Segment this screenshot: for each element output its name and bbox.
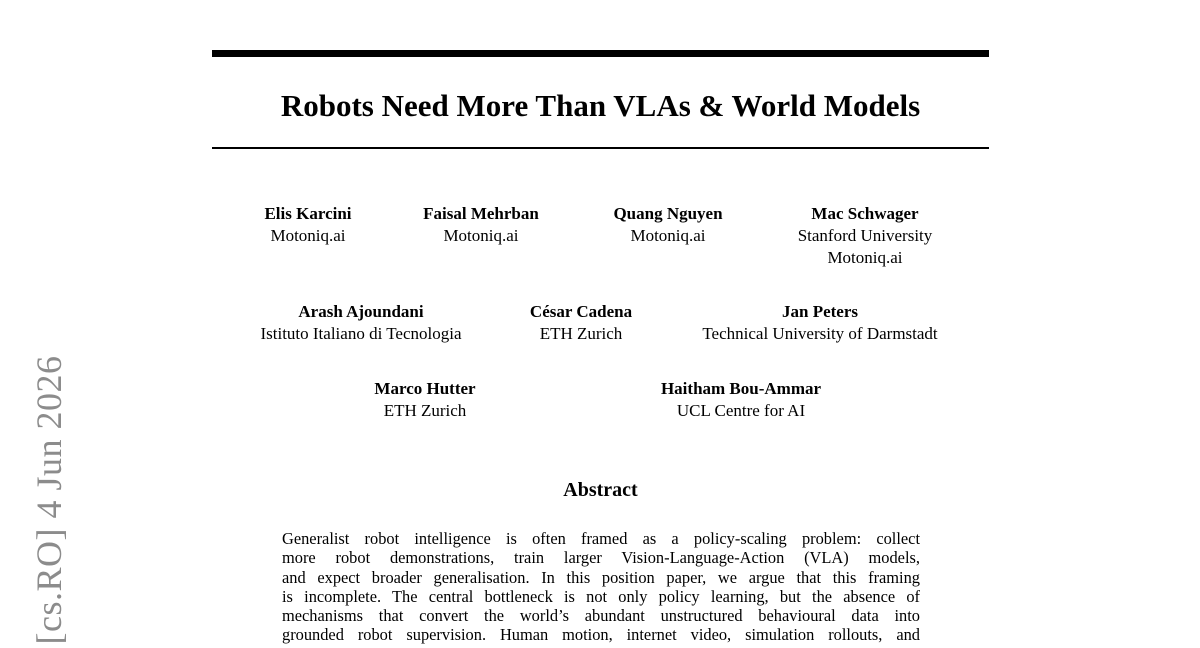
abstract-line: mechanisms that convert the world’s abundant unstructured behavioural data into [282,606,920,626]
author-block [530,301,632,345]
author-affiliation: ETH Zurich [539,324,623,343]
author-block [798,203,933,269]
abstract-line: and expect broader generalisation. In this position paper, we argue that this framing [282,567,920,587]
author-name: Haitham Bou-Ammar [660,379,822,398]
author-name: Arash Ajoundani [298,302,424,321]
author-name: Faisal Mehrban [423,204,539,223]
abstract-line: Generalist robot intelligence is often framed as a policy-scaling problem: collect [282,529,920,548]
author-affiliation: Motoniq.ai [270,226,346,245]
author-block [374,378,475,422]
author-block [264,203,351,247]
author-name: Quang Nguyen [613,204,723,223]
author-name: Jan Peters [781,302,859,321]
author-name: Elis Karcini [264,204,352,223]
author-block [613,203,722,247]
author-affiliation: Motoniq.ai [443,226,519,245]
title-bottom-rule [212,147,989,149]
author-affiliation: ETH Zurich [383,401,467,420]
author-block [661,378,821,422]
author-name: César Cadena [529,302,633,321]
author-affiliation: Technical University of Darmstadt [702,324,938,343]
author-affiliation: Motoniq.ai [827,248,903,267]
author-name: Marco Hutter [374,379,476,398]
author-affiliation: UCL Centre for AI [676,401,806,420]
abstract-body [282,529,920,645]
abstract-heading: Abstract [563,479,638,501]
author-name: Mac Schwager [811,204,919,223]
title-top-rule [212,50,989,57]
author-block [260,301,461,345]
abstract-line: grounded robot supervision. Human motion, internet video, simulation rollouts, and [282,625,920,645]
arxiv-identifier-stamp: [cs.RO] 4 Jun 2026 [29,355,69,645]
author-affiliation: Motoniq.ai [630,226,706,245]
author-affiliation: Stanford University [797,226,933,245]
author-block [423,203,539,247]
author-affiliation: Istituto Italiano di Tecnologia [260,324,462,343]
abstract-line: more robot demonstrations, train larger Vision-Language-Action (VLA) models, [282,548,920,568]
author-block [702,301,937,345]
paper-title: Robots Need More Than VLAs & World Models [280,88,921,123]
abstract-line: is incomplete. The central bottleneck is not only policy learning, but the absence of [282,586,920,606]
